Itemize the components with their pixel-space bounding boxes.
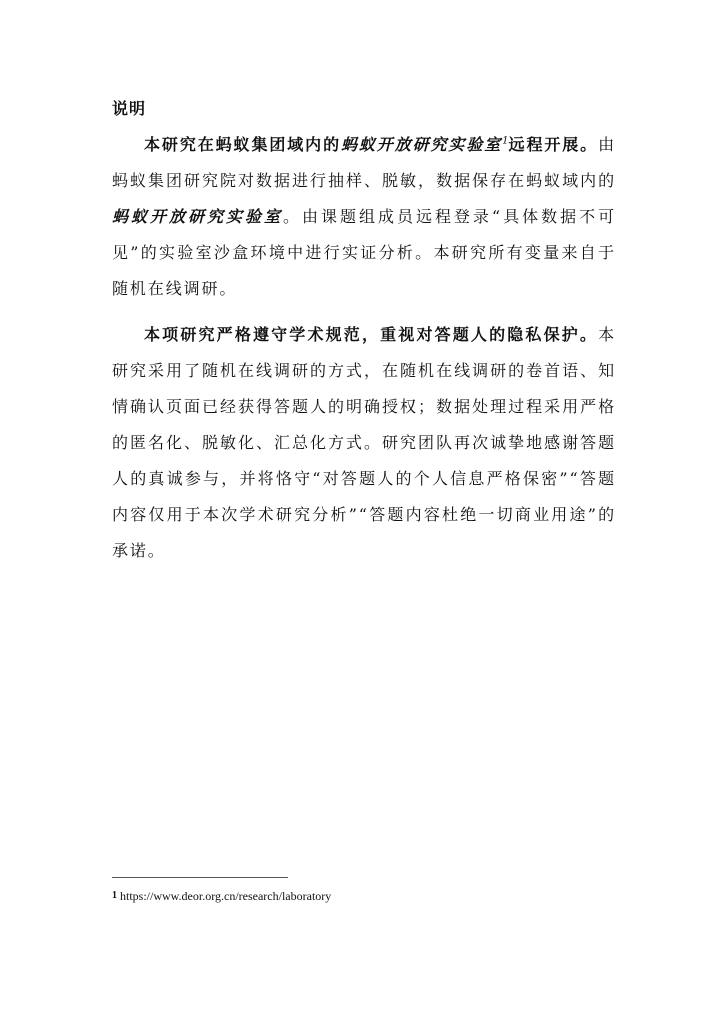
paragraph1-bold-remote: 远程开展。	[508, 135, 599, 154]
paragraph1-text-a: 由蚂蚁集团研究院对数据进行抽样、脱敏，数据保存在蚂蚁域内的	[112, 135, 616, 190]
lab-name-italic-2: 蚂蚁开放研究实验室	[112, 207, 283, 226]
footnote	[112, 888, 331, 904]
footnote-number: 1	[112, 890, 117, 901]
section-heading: 说明	[112, 99, 147, 118]
paragraph2-bold-intro: 本项研究严格遵守学术规范，重视对答题人的隐私保护。	[144, 325, 599, 344]
footnote-link[interactable]: https://www.deor.org.cn/research/laboratory	[120, 889, 332, 903]
paragraph-privacy	[112, 317, 616, 569]
footnote-divider	[112, 877, 288, 878]
paragraph2-text: 本研究采用了随机在线调研的方式，在随机在线调研的卷首语、知情确认页面已经获得答题人的明确授权；数据处理过程采用严格的匿名化、脱敏化、汇总化方式。研究团队再次诚挚地感谢答题人的真诚参与，并将恪守“对答题人的个人信息严格保密”“答题内容仅用于本次学术研究分析”“答题内容杜绝一切商业用途”的承诺。	[112, 325, 616, 560]
footnote-reference[interactable]: 1	[502, 135, 509, 147]
paragraph1-text-b: 。由课题组成员远程登录“具体数据不可见”的实验室沙盒环境中进行实证分析。本研究所有变量来自于随机在线调研。	[112, 207, 616, 298]
paragraph1-bold-intro: 本研究在蚂蚁集团域内的	[144, 135, 341, 154]
lab-name-italic: 蚂蚁开放研究实验室	[340, 135, 503, 154]
paragraph-data-source	[112, 127, 616, 307]
